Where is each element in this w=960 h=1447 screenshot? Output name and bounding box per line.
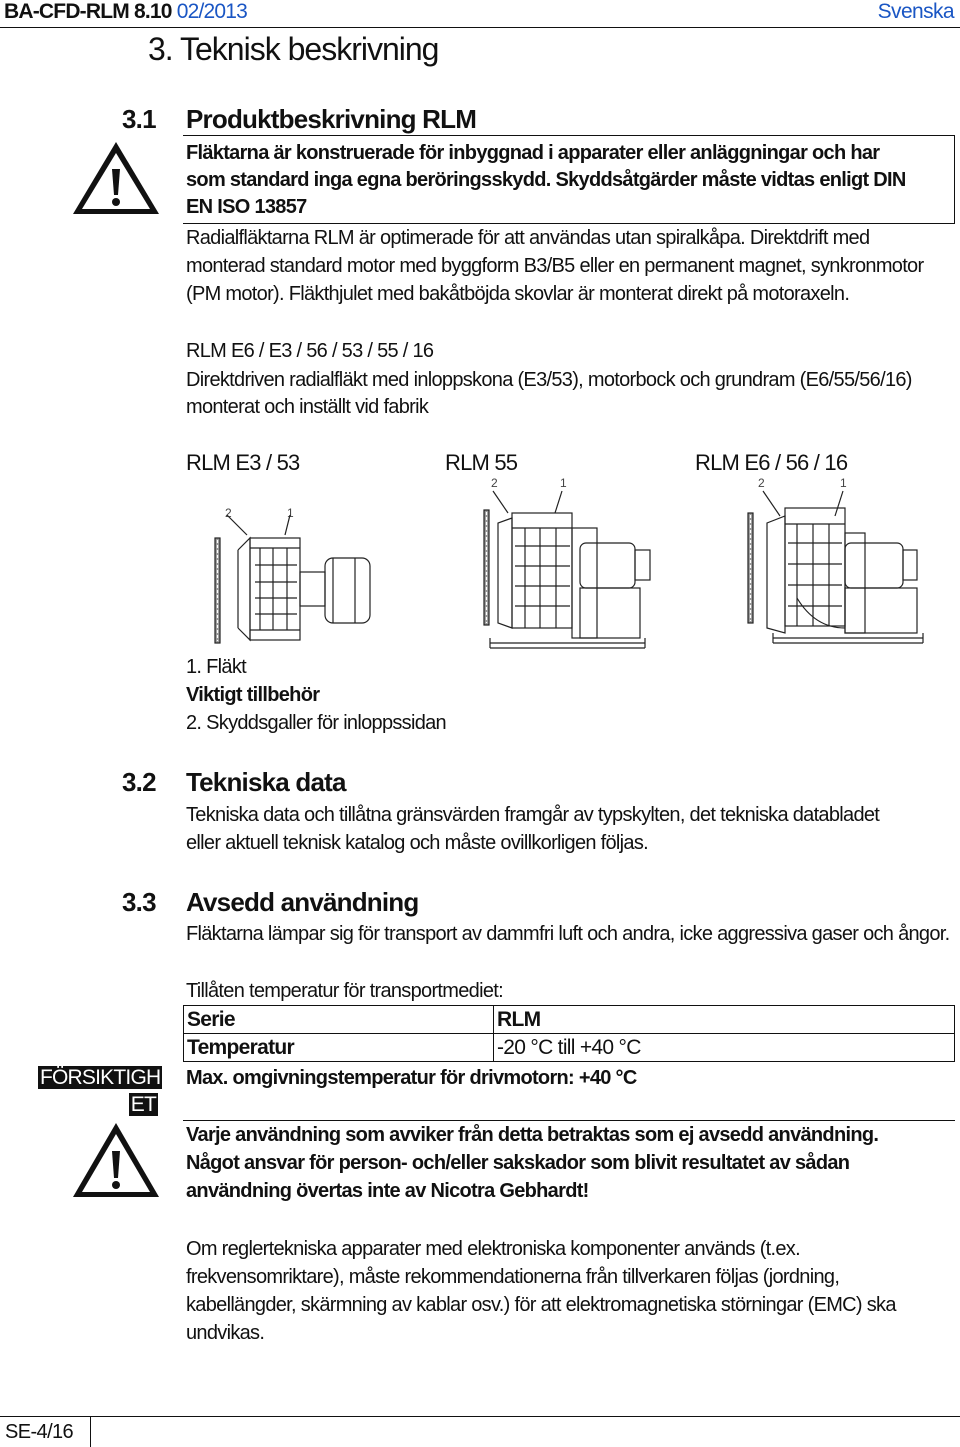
emc-line-2: frekvensomriktare), måste rekommendationerna från tillverkaren följas (jordning,	[186, 1266, 840, 1288]
callout-1: 1	[560, 476, 567, 490]
warning-line-2: som standard inga egna beröringsskydd. Skyddsåtgärder måste vidtas enligt DIN	[186, 169, 906, 191]
caution-label	[38, 1064, 161, 1118]
figure-label-e6-56-16: RLM E6 / 56 / 16	[695, 450, 848, 475]
fan-drawing-e6-56-16	[745, 488, 955, 648]
section-number-3-3: 3.3	[122, 887, 156, 917]
caution-label-line-2: ET	[130, 1093, 156, 1116]
table-cell-serie-label: Serie	[184, 1006, 494, 1034]
section-title-3-3: Avsedd användning	[186, 887, 419, 917]
callout-2: 2	[491, 476, 498, 490]
motor-temperature-note: Max. omgivningstemperatur för drivmotorn: +40 °C	[186, 1067, 637, 1089]
caution-label-line-1: FÖRSIKTIGH	[40, 1066, 161, 1089]
header-divider	[0, 27, 960, 28]
emc-line-3: kabellängder, skärmning av kablar osv.) för att elektromagnetiska störningar (EMC) ska	[186, 1294, 896, 1316]
misuse-warning-line-3: användning övertas inte av Nicotra Gebhardt!	[186, 1180, 589, 1202]
doc-date: 02/2013	[176, 0, 248, 23]
section-title-3-1: Produktbeskrivning RLM	[186, 104, 477, 134]
body-line-2: monterad standard motor med byggform B3/B5 eller en permanent magnet, synkronmotor	[186, 255, 924, 277]
intended-use-text: Fläktarna lämpar sig för transport av dammfri luft och andra, icke aggressiva gaser och ångor.	[186, 923, 950, 945]
tech-data-line-2: eller aktuell teknisk katalog och måste ovillkorligen följas.	[186, 832, 648, 854]
figure-label-55: RLM 55	[445, 450, 518, 475]
document-id	[4, 0, 247, 24]
body-line-3: (PM motor). Fläkthjulet med bakåtböjda skovlar är monterat direkt på motoraxeln.	[186, 283, 850, 305]
fan-drawing-55	[480, 488, 685, 650]
variant-title: RLM E6 / E3 / 56 / 53 / 55 / 16	[186, 340, 434, 362]
warning-triangle-icon	[70, 1120, 162, 1200]
variant-line-2: monterat och inställt vid fabrik	[186, 396, 429, 418]
warning-line-3: EN ISO 13857	[186, 196, 307, 218]
table-cell-temperature-label: Temperatur	[184, 1034, 494, 1062]
callout-1: 1	[287, 506, 294, 520]
legend-accessory-title: Viktigt tillbehör	[186, 684, 320, 706]
footer-divider	[0, 1416, 960, 1417]
table-cell-serie-value: RLM	[494, 1006, 955, 1034]
emc-line-4: undvikas.	[186, 1322, 265, 1344]
language-label: Svenska	[877, 0, 954, 23]
page-number: SE-4/16	[5, 1421, 74, 1443]
warning-divider	[183, 1120, 955, 1121]
tech-data-line-1: Tekniska data och tillåtna gränsvärden framgår av typskylten, det tekniska databladet	[186, 804, 880, 826]
legend-item-1: 1. Fläkt	[186, 656, 246, 678]
body-line-1: Radialfläktarna RLM är optimerade för att användas utan spiralkåpa. Direktdrift med	[186, 227, 870, 249]
fan-drawing-e3-53	[205, 510, 380, 645]
callout-1: 1	[840, 476, 847, 490]
misuse-warning-line-2: Något ansvar för person- och/eller sakskador som blivit resultatet av sådan	[186, 1152, 850, 1174]
legend-item-2: 2. Skyddsgaller för inloppssidan	[186, 712, 446, 734]
warning-triangle-icon	[70, 139, 162, 217]
figure-label-e3-53: RLM E3 / 53	[186, 450, 300, 475]
variant-line-1: Direktdriven radialfläkt med inloppskona (E3/53), motorbock och grundram (E6/55/56/16)	[186, 369, 912, 391]
table-row	[184, 1034, 955, 1062]
section-number-3-2: 3.2	[122, 767, 156, 797]
temperature-table	[183, 1005, 955, 1062]
callout-2: 2	[758, 476, 765, 490]
chapter-title: 3. Teknisk beskrivning	[148, 31, 439, 67]
table-cell-temperature-value: -20 °C till +40 °C	[494, 1034, 955, 1062]
section-title-3-2: Tekniska data	[186, 767, 346, 797]
temperature-caption: Tillåten temperatur för transportmediet:	[186, 980, 503, 1002]
doc-id: BA-CFD-RLM 8.10	[4, 0, 172, 23]
misuse-warning-line-1: Varje användning som avviker från detta betraktas som ej avsedd användning.	[186, 1124, 879, 1146]
section-number-3-1: 3.1	[122, 104, 156, 134]
footer-separator	[90, 1416, 91, 1447]
callout-2: 2	[225, 506, 232, 520]
emc-line-1: Om reglertekniska apparater med elektroniska komponenter används (t.ex.	[186, 1238, 800, 1260]
table-row	[184, 1006, 955, 1034]
warning-line-1: Fläktarna är konstruerade för inbyggnad i apparater eller anläggningar och har	[186, 142, 880, 164]
